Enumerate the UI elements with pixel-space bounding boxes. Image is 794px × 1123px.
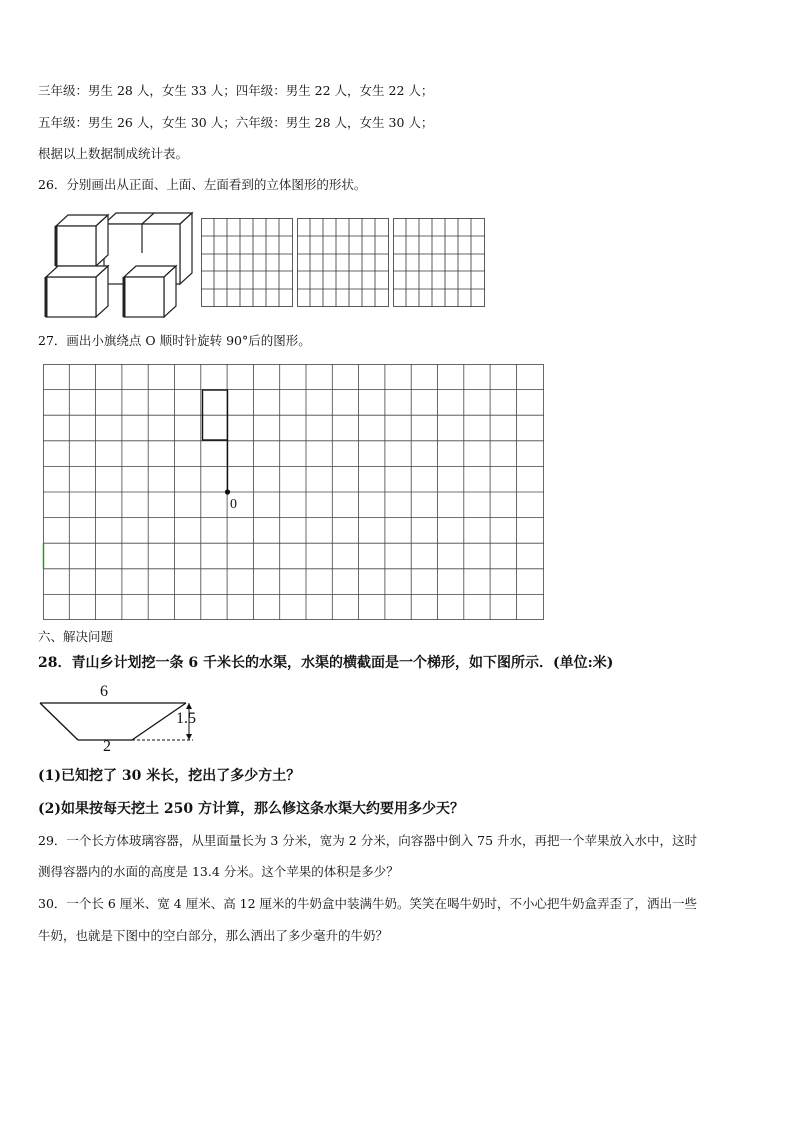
q30-line-1: 30．一个长 6 厘米、宽 4 厘米、高 12 厘米的牛奶盒中装满牛奶。笑笑在喝牛奶时，不小心把牛奶盒弄歪了，洒出一些 xyxy=(38,896,698,911)
trapezoid-top-label: 6 xyxy=(100,683,108,700)
section-6-title: 六、解决问题 xyxy=(38,629,114,644)
trapezoid-height-label: 1.5 xyxy=(176,710,196,727)
q30-line-2: 牛奶，也就是下图中的空白部分，那么洒出了多少毫升的牛奶？ xyxy=(38,928,389,943)
q28-text: 28．青山乡计划挖一条 6 千米长的水渠，水渠的横截面是一个梯形，如下图所示．(单位:米) xyxy=(38,655,614,671)
point-o-label: 0 xyxy=(230,497,237,512)
intro-line-3: 根据以上数据制成统计表。 xyxy=(38,146,189,161)
grid-left-view xyxy=(393,218,485,307)
intro-line-2: 五年级：男生 26 人，女生 30 人；六年级：男生 28 人，女生 30 人； xyxy=(38,115,434,130)
q26-text: 26．分别画出从正面、上面、左面看到的立体图形的形状。 xyxy=(38,177,367,192)
intro-line-1: 三年级：男生 28 人，女生 33 人；四年级：男生 22 人，女生 22 人； xyxy=(38,83,434,98)
trapezoid-bottom-label: 2 xyxy=(103,738,111,755)
rotation-grid xyxy=(43,364,545,621)
grid-front-view xyxy=(201,218,293,307)
q27-text: 27．画出小旗绕点 O 顺时针旋转 90°后的图形。 xyxy=(38,333,311,348)
trapezoid-figure xyxy=(38,683,198,754)
q28-sub-2: (2)如果按每天挖土 250 方计算，那么修这条水渠大约要用多少天？ xyxy=(38,801,464,817)
rotation-point-o xyxy=(225,489,230,494)
q29-line-2: 测得容器内的水面的高度是 13.4 分米。这个苹果的体积是多少？ xyxy=(38,864,399,879)
grid-top-view xyxy=(297,218,389,307)
cube-figure xyxy=(44,213,194,319)
q28-sub-1: (1)已知挖了 30 米长，挖出了多少方土？ xyxy=(38,768,301,784)
q29-line-1: 29．一个长方体玻璃容器，从里面量长为 3 分米，宽为 2 分米，向容器中倒入 75 升水，再把一个苹果放入水中，这时 xyxy=(38,833,698,848)
